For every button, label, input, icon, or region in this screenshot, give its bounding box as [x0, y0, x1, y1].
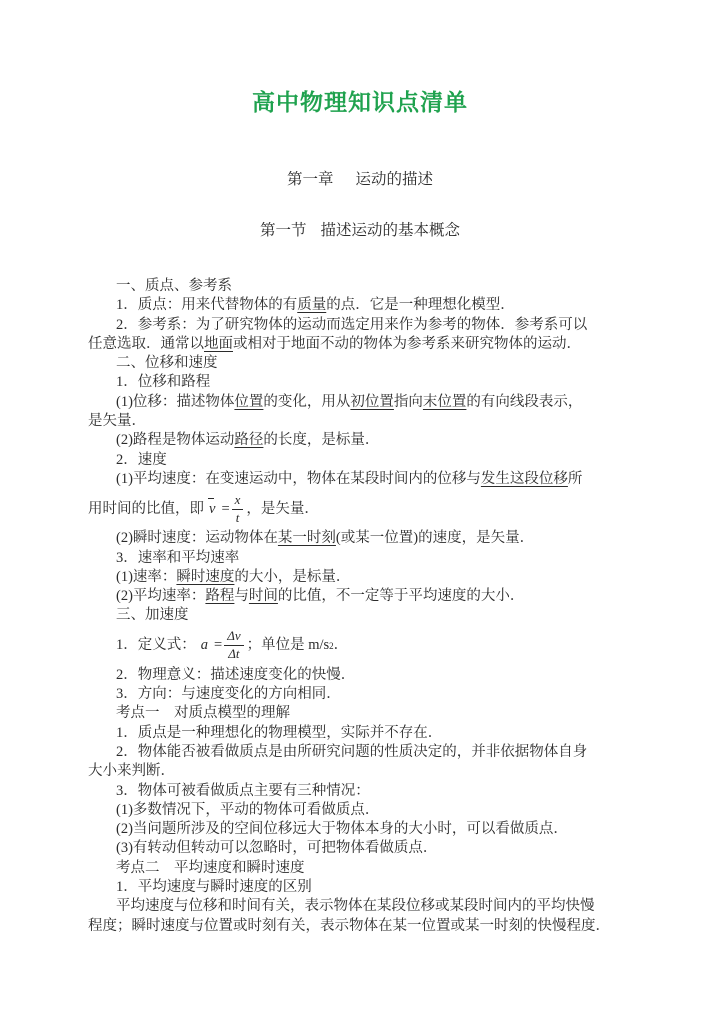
underlined-term: 某一时刻 [277, 530, 336, 547]
text-line [88, 801, 650, 820]
underlined-term: 位置 [234, 393, 264, 410]
text-line [88, 685, 650, 704]
text-run: 1．位移和路程 [116, 374, 211, 391]
denominator: Δt [228, 646, 240, 662]
text-run: 用时间的比值，即 [88, 500, 204, 517]
text-run: 二、位移和速度 [116, 355, 218, 372]
section-name: 描述运动的基本概念 [320, 222, 461, 239]
fraction [224, 629, 243, 662]
document-body [88, 277, 650, 936]
text-run: 2．物体能否被看做质点是由所研究问题的性质决定的，并非依据物体自身 [116, 743, 588, 760]
text-run: 的变化，用从 [263, 393, 351, 410]
text-line [88, 489, 650, 529]
text-run: 的长度，是标量． [263, 432, 380, 449]
text-line [88, 470, 650, 489]
text-line [88, 878, 650, 897]
numerator: Δv [224, 629, 243, 646]
text-run: 的比值，不一定等于平均速度的大小． [277, 588, 525, 605]
text-line [88, 568, 650, 587]
section-label: 第一节 [259, 222, 307, 239]
text-line [88, 296, 650, 315]
text-line [88, 820, 650, 839]
text-run: ；单位是 m/s [246, 637, 330, 654]
fraction [232, 493, 244, 526]
text-run: (1)平均速度：在变速运动中，物体在某段时间内的位移与 [116, 470, 481, 487]
underlined-term: 末位置 [422, 393, 467, 410]
text-run: (1)速率： [116, 568, 177, 585]
text-line [88, 724, 650, 743]
text-line [88, 743, 650, 762]
text-line [88, 373, 650, 392]
text-run: 2．物理意义：描述速度变化的快慢． [116, 666, 356, 683]
text-run: 是矢量． [88, 413, 146, 430]
avg-velocity-formula [207, 493, 243, 526]
text-run: (1)位移：描述物体 [116, 393, 235, 410]
text-run: 一、质点、参考系 [116, 278, 232, 294]
text-run: (3)有转动但转动可以忽略时，可把物体看做质点． [116, 840, 438, 857]
underlined-term: 路径 [234, 432, 264, 449]
text-run: 1．质点：用来代替物体的有 [116, 297, 298, 314]
text-run: (2)路程是物体运动 [116, 432, 235, 449]
text-run: (或某一位置)的速度，是矢量． [335, 530, 535, 547]
text-line [88, 354, 650, 373]
underlined-term: 发生这段位移 [480, 470, 568, 487]
formula-variable: a [200, 637, 208, 654]
text-line [88, 529, 650, 548]
chapter-heading [0, 167, 720, 189]
text-line [88, 859, 650, 878]
text-run: (1)多数情况下，平动的物体可看做质点． [116, 801, 380, 818]
text-run: (2)平均速率： [116, 588, 206, 605]
text-run: 的点．它是一种理想化模型． [326, 297, 515, 314]
text-run: (2)瞬时速度：运动物体在 [116, 530, 278, 547]
underlined-term: 地面 [204, 335, 233, 352]
text-run: ，是矢量． [246, 500, 319, 517]
text-line [88, 917, 650, 936]
text-line [88, 897, 650, 916]
text-run: 的大小，是标量． [234, 568, 351, 585]
text-line [88, 277, 650, 296]
text-line [88, 762, 650, 781]
text-line [88, 451, 650, 470]
text-run: ． [333, 637, 349, 654]
text-run: 3．物体可被看做质点主要有三种情况： [116, 782, 370, 799]
section-heading [0, 218, 720, 240]
text-line [88, 839, 650, 858]
underlined-term: 路程 [205, 588, 235, 605]
page-title: 高中物理知识点清单 [252, 90, 468, 115]
text-run: 3．速率和平均速率 [116, 549, 240, 566]
text-line [88, 606, 650, 625]
text-run: 平均速度与位移和时间有关，表示物体在某段位移或某段时间内的平均快慢 [116, 898, 595, 915]
text-run: 指向 [393, 393, 423, 410]
equals-sign: = [214, 637, 223, 654]
text-line [88, 782, 650, 801]
text-run: 或相对于地面不动的物体为参考系来研究物体的运动． [233, 335, 581, 352]
text-run: 3．方向：与速度变化的方向相同． [116, 686, 341, 703]
text-line [88, 412, 650, 431]
text-run: 1．定义式： [116, 637, 196, 654]
text-line [88, 393, 650, 412]
text-line [88, 431, 650, 450]
underlined-term: 时间 [248, 588, 278, 605]
text-run: 三、加速度 [116, 607, 189, 624]
text-line: 1．定义式： a = $\frac{\Delta v}{\Delta t}$ ；单位是 m/s 2 ． [116, 628, 349, 662]
formula-variable: v [207, 500, 217, 519]
underlined-term: 初位置 [350, 393, 394, 410]
underlined-term: 瞬时速度 [176, 568, 235, 585]
underlined-term: 质量 [297, 297, 327, 314]
text-run: 1．平均速度与瞬时速度的区别 [116, 879, 312, 896]
text-run: 考点一 对质点模型的理解 [116, 705, 290, 722]
numerator: x [232, 493, 244, 510]
text-line [88, 587, 650, 606]
text-run: 与 [234, 588, 249, 605]
text-run: 任意选取．通常以 [88, 335, 204, 352]
text-run: 2．参考系：为了研究物体的运动而选定用来作为参考的物体．参考系可以 [116, 316, 588, 333]
text-line [88, 335, 650, 354]
text-run: 考点二 平均速度和瞬时速度 [116, 859, 305, 876]
text-run: 程度；瞬时速度与位置或时刻有关，表示物体在某一位置或某一时刻的快慢程度． [88, 917, 610, 934]
text-line [88, 666, 650, 685]
denominator: t [235, 509, 240, 525]
text-line [88, 549, 650, 568]
text-run: 大小来判断． [88, 763, 175, 780]
chapter-name: 运动的描述 [355, 171, 434, 188]
text-run: 2．速度 [116, 451, 167, 468]
text-run: 1．质点是一种理想化的物理模型，实际并不存在． [116, 724, 443, 741]
text-run: 的有向线段表示， [466, 393, 583, 410]
text-run: 所 [567, 470, 583, 487]
chapter-label: 第一章 [286, 171, 334, 188]
text-run: (2)当问题所涉及的空间位移远大于物体本身的大小时，可以看做质点． [116, 821, 568, 838]
acceleration-formula [199, 629, 244, 662]
text-line [88, 704, 650, 723]
equals-sign: = [221, 500, 230, 517]
text-line [88, 316, 650, 335]
